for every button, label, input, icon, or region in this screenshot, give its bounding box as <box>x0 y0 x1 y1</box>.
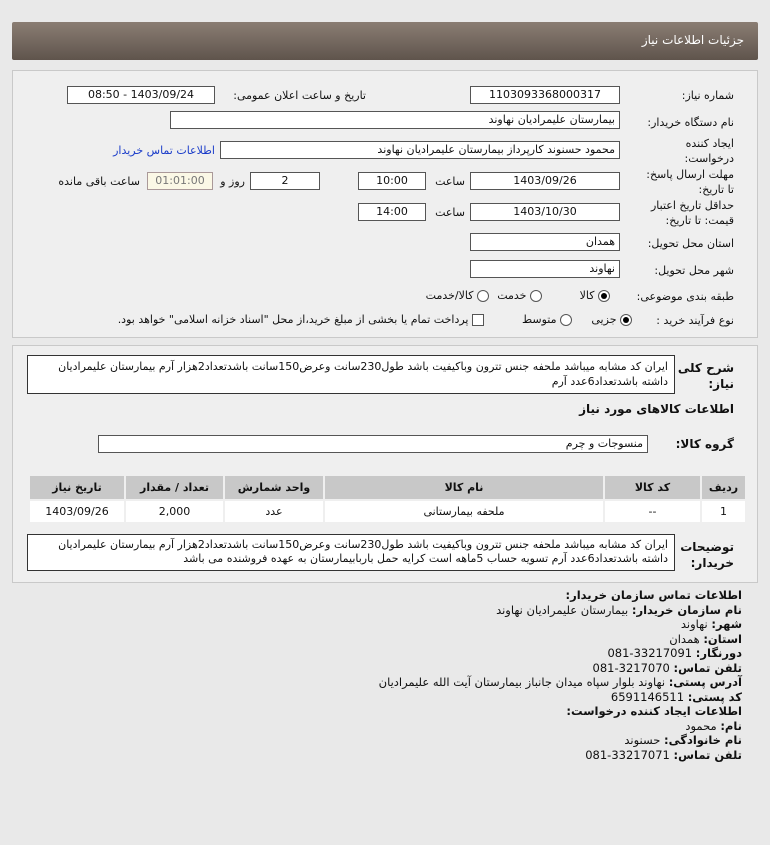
summary-label-2: نیاز: <box>708 377 734 391</box>
org-value: بیمارستان علیمرادیان نهاوند <box>496 602 629 617</box>
radio-icon[interactable] <box>530 290 542 302</box>
announce-field[interactable]: 1403/09/24 - 08:50 <box>67 86 215 104</box>
validity-time-label: ساعت <box>435 206 465 219</box>
buyer-contact-link[interactable]: اطلاعات تماس خریدار <box>113 144 215 157</box>
category-label: طبقه بندی موضوعی: <box>636 290 734 303</box>
table-header-row <box>30 476 745 499</box>
org-label: نام سازمان خریدار: <box>631 602 742 617</box>
province-field[interactable]: همدان <box>470 233 620 251</box>
cell-date: 1403/09/26 <box>30 501 124 522</box>
radio-selected-icon[interactable] <box>598 290 610 302</box>
category-radio-goods[interactable]: کالا <box>580 289 610 302</box>
summary-label: شرح کلی <box>677 361 734 375</box>
remaining-time-field: 01:01:00 <box>147 172 213 190</box>
creator-title: اطلاعات ایجاد کننده درخواست: <box>566 704 742 718</box>
deadline-label: مهلت ارسال پاسخ: <box>646 168 734 181</box>
checkbox-icon[interactable] <box>472 314 484 326</box>
days-field[interactable]: 2 <box>250 172 320 190</box>
buyer-name-label: نام دستگاه خریدار: <box>647 116 734 129</box>
validity-label-2: قیمت: تا تاریخ: <box>665 214 734 227</box>
process-label: نوع فرآیند خرید : <box>656 314 734 327</box>
city-field[interactable]: نهاوند <box>470 260 620 278</box>
cell-code: -- <box>605 501 700 522</box>
validity-time-field[interactable]: 14:00 <box>358 203 426 221</box>
category-radio-service[interactable]: خدمت <box>497 289 542 302</box>
cell-name: ملحفه بیمارستانی <box>325 501 603 522</box>
name-value: محمود <box>685 718 717 733</box>
category-radio-goods-service[interactable]: کالا/خدمت <box>426 289 489 302</box>
remaining-label: ساعت باقی مانده <box>58 175 140 188</box>
deadline-date-field[interactable]: 1403/09/26 <box>470 172 620 190</box>
family-value: حسنوند <box>624 733 661 747</box>
address-label: آدرس پستی: <box>668 675 742 689</box>
notes-label-2: خریدار: <box>690 556 734 570</box>
city-label: شهر محل تحویل: <box>654 264 734 277</box>
radio-icon[interactable] <box>477 290 489 302</box>
goods-group-label: گروه کالا: <box>675 437 734 451</box>
col-date: تاریخ نیاز <box>30 476 124 499</box>
creator-label: ایجاد کننده <box>685 137 734 150</box>
name-label: نام: <box>720 718 742 733</box>
deadline-time-field[interactable]: 10:00 <box>358 172 426 190</box>
validity-date-field[interactable]: 1403/10/30 <box>470 203 620 221</box>
contact-title: اطلاعات تماس سازمان خریدار: <box>565 588 742 602</box>
col-qty: تعداد / مقدار <box>126 476 223 499</box>
page-title: جزئیات اطلاعات نیاز <box>641 33 744 47</box>
creator-phone-value: 081-33217071 <box>585 747 670 762</box>
family-label: نام خانوادگی: <box>664 733 742 747</box>
goods-group-field[interactable]: منسوجات و چرم <box>98 435 648 453</box>
col-row: ردیف <box>702 476 745 499</box>
postal-label: کد پستی: <box>687 689 742 704</box>
cell-qty: 2,000 <box>126 501 223 522</box>
fax-value: 081-33217091 <box>607 646 693 660</box>
fax-label: دورنگار: <box>695 646 742 660</box>
col-name: نام کالا <box>325 476 603 499</box>
creator-label-2: درخواست: <box>684 152 734 165</box>
treasury-payment-option[interactable]: پرداخت تمام یا بخشی از مبلغ خرید،از محل "اسناد خزانه اسلامی" خواهد بود. <box>118 313 484 326</box>
province-label: استان: <box>703 631 742 646</box>
process-radio-medium[interactable]: متوسط <box>522 313 572 326</box>
col-code: کد کالا <box>605 476 700 499</box>
buyer-name-field[interactable]: بیمارستان علیمرادیان نهاوند <box>170 111 620 129</box>
contact-info <box>379 588 742 762</box>
creator-field[interactable]: محمود حسنوند کارپرداز بیمارستان علیمرادیان نهاوند <box>220 141 620 159</box>
deadline-label-2: تا تاریخ: <box>698 183 734 196</box>
process-radio-small[interactable]: جزیی <box>591 313 632 326</box>
phone-value: 081-3217070 <box>592 660 670 675</box>
days-label: روز و <box>220 175 245 188</box>
announce-label: تاریخ و ساعت اعلان عمومی: <box>233 89 366 102</box>
radio-selected-icon[interactable] <box>620 314 632 326</box>
cell-row: 1 <box>702 501 745 522</box>
province-label: استان محل تحویل: <box>647 237 734 250</box>
validity-label: حداقل تاریخ اعتبار <box>650 199 734 212</box>
address-value: نهاوند بلوار سپاه میدان جانباز بیمارستان آیت الله علیمرادیان <box>378 675 666 689</box>
summary-text: ایران کد مشابه میباشد ملحفه جنس تترون وباکیفیت باشد طول230سانت وعرض150سانت باشدتعداد2هزار آرم بیمارستان علیمرادیان داشته باشدتعداد6عدد آرم <box>27 355 675 394</box>
notes-label: توضیحات <box>680 540 734 554</box>
deadline-time-label: ساعت <box>435 175 465 188</box>
phone-label: تلفن تماس: <box>673 660 742 675</box>
table-row <box>30 501 745 522</box>
province-value: همدان <box>669 631 700 646</box>
col-unit: واحد شمارش <box>225 476 323 499</box>
need-number-label: شماره نیاز: <box>681 89 734 102</box>
creator-phone-label: تلفن تماس: <box>673 747 742 762</box>
buyer-notes-text: ایران کد مشابه میباشد ملحفه جنس تترون وباکیفیت باشد طول230سانت وعرض150سانت باشدتعداد2هزار آرم بیمارستان علیمرادیان داشته باشدتعداد6عدد آرم تسویه حساب 5ماهه است کرایه حمل باربابیمارستان به عهده فروشنده می باشد <box>27 534 675 571</box>
need-number-field[interactable]: 1103093368000317 <box>470 86 620 104</box>
radio-icon[interactable] <box>560 314 572 326</box>
postal-value: 6591146511 <box>610 689 685 704</box>
city-label: شهر: <box>711 617 742 631</box>
goods-title: اطلاعات کالاهای مورد نیاز <box>579 402 734 416</box>
city-value: نهاوند <box>680 617 708 631</box>
page-header <box>12 22 758 60</box>
goods-table <box>28 474 747 524</box>
cell-unit: عدد <box>225 501 323 522</box>
